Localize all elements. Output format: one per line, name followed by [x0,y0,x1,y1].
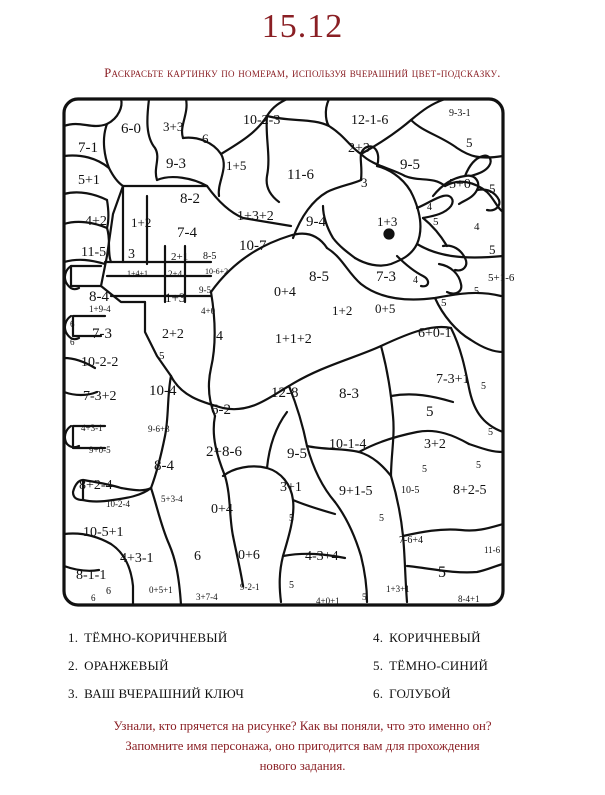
region-number-label: 2+1 [171,251,189,263]
region-number-label: 1+2 [131,215,152,230]
legend-label: ГОЛУБОЙ [389,686,451,701]
region-number-label: 10-6+2 [205,267,229,276]
legend-label: ТЁМНО-КОРИЧНЕВЫЙ [84,630,228,645]
region-number-label: 5 [489,242,496,257]
region-number-label: 3+3 [163,119,184,134]
legend-item-6 [373,686,451,702]
region-number-label: 9+1-5 [339,484,373,499]
region-number-label: 0+5 [375,301,396,316]
region-number-label: 5 [289,580,294,591]
region-number-label: 8-1-1 [76,568,107,583]
legend-item-4 [373,630,481,646]
region-number-label: 9-5 [199,285,211,295]
region-number-label: 1+3+1 [386,584,410,594]
region-number-label: 4 [413,275,418,286]
region-number-label: 10-2-4 [106,499,130,509]
region-number-label: 8-4+1 [458,594,480,604]
region-number-label: 4-3+4 [305,549,339,564]
region-number-label: 5 [476,460,481,471]
region-number-label: 2+4 [168,269,183,279]
region-number-label: 9-5 [400,157,420,173]
region-number-label: 10-1-4 [329,437,367,452]
legend-number: 3. [68,686,79,701]
region-number-label: 2+2 [162,327,184,342]
coloring-picture [61,96,515,608]
region-number-label: 4+2 [85,214,107,229]
region-number-label: 6 [194,549,201,564]
region-number-label: 5 [481,381,486,392]
region-number-label: 5 [379,513,384,524]
region-number-label: 6+0-1 [418,326,452,341]
region-number-label: 7-1 [78,140,98,156]
region-number-label: 6 [202,131,209,146]
footer-line-3: нового задания. [259,759,346,773]
region-number-label: 4+0 [201,306,216,316]
region-number-label: 5 [289,513,294,524]
legend-label: КОРИЧНЕВЫЙ [389,630,481,645]
region-number-label: 5 [489,181,496,196]
region-number-label: 7-4 [177,225,197,241]
region-number-label: 9-3 [166,156,186,172]
region-number-label: 2+8-6 [206,444,242,460]
region-number-label: 9-6+3 [148,424,170,434]
region-number-label: 0+6 [238,548,260,563]
region-number-label: 11-6 [484,545,501,555]
region-number-label: 0+4 [274,285,296,300]
region-number-label: 3 [361,175,368,190]
page-title: 15.12 [261,8,344,45]
region-number-label: 3 [128,247,135,262]
legend-item-1 [68,630,227,646]
region-number-label: 9+0-5 [89,445,111,455]
region-number-label: 4 [427,202,432,213]
region-number-label: 8-2 [180,191,200,207]
region-number-label: 8-4 [154,458,174,474]
region-number-label: 11-5 [81,245,107,260]
region-number-label: 5 [488,427,493,438]
legend-number: 4. [373,630,384,645]
region-number-label: 7-3 [376,269,396,285]
region-number-label: 6-2 [211,402,231,418]
region-number-label: 5 [362,592,367,602]
region-number-label: 1+3 [165,290,186,305]
region-number-label: 7-3+1 [436,372,470,387]
coloring-svg [61,96,515,608]
region-number-label: 1+1+2 [275,332,312,347]
region-number-label: 5 [466,135,473,150]
region-number-label: 4 [216,329,223,344]
region-number-label: 8-3 [339,386,359,402]
region-number-label: 10-7 [239,238,267,254]
region-number-label: 3+7-4 [196,592,218,602]
color-legend [0,628,605,708]
region-number-label: 8+2-5 [453,483,487,498]
region-number-label: 2+3 [348,141,370,156]
region-number-label: 1+3+2 [237,209,274,224]
region-number-label: 7-3 [92,326,112,342]
region-number-label: 4+0+1 [316,596,340,606]
region-number-label: 11-6 [287,167,314,183]
region-number-label: 5+1 [78,173,100,188]
region-number-label: 5 [441,297,447,309]
region-number-label: 6 [106,586,111,597]
legend-label: ОРАНЖЕВЫЙ [84,658,169,673]
legend-number: 2. [68,658,79,673]
region-number-label: 10-5+1 [83,525,124,540]
region-number-label: 7-3+2 [83,389,117,404]
legend-label: ВАШ ВЧЕРАШНИЙ КЛЮЧ [84,686,245,701]
region-number-label: 9-2-1 [240,582,260,592]
legend-item-5 [373,658,488,674]
region-number-label: 7-6+4 [399,535,423,546]
legend-item-3 [68,686,244,702]
region-number-label: 12-1-6 [351,113,389,128]
region-number-label: 8-5 [309,269,329,285]
region-number-label: 1+3 [377,214,398,229]
region-number-label: 1+2 [332,303,353,318]
footer-line-1: Узнали, кто прячется на рисунке? Как вы поняли, что это именно он? [113,719,492,733]
region-number-label: 4 [474,221,480,233]
region-number-label: 5 [422,464,427,475]
region-number-label: 8+2-4 [79,478,113,493]
region-number-label: 12-8 [271,385,299,401]
region-number-label: 5+1-6 [488,272,515,284]
region-number-label: 1+5 [226,158,247,173]
outline-lines [64,99,503,605]
region-number-label: 10-4 [149,383,177,399]
region-number-label: 1+9-4 [89,304,111,314]
region-number-label: 8-4 [89,289,109,305]
region-number-label: 5 [438,564,446,581]
region-number-label: 5 [159,350,165,362]
region-number-label: 4+3-1 [120,551,154,566]
instruction-text: Раскрасьте картинку по номерам, используя вчерашний цвет-подсказку. [104,66,501,80]
legend-label: ТЁМНО-СИНИЙ [389,658,489,673]
region-number-label: 10-2-3 [243,113,281,128]
legend-number: 1. [68,630,79,645]
region-number-label: 3+2 [424,437,446,452]
region-number-label: 5 [426,404,434,420]
region-number-label: 4+3-1 [81,423,103,433]
legend-item-2 [68,658,169,674]
region-number-label: 8-5 [203,251,217,262]
region-number-label: 6 [70,319,75,329]
legend-number: 5. [373,658,384,673]
region-number-label: 9-3-1 [449,108,471,119]
region-number-label: 5 [433,216,439,228]
region-number-label: 5 [474,286,479,297]
region-number-label: 0+4 [211,502,233,517]
region-number-label: 6-0 [121,121,141,137]
region-number-label: 9-4 [306,214,326,230]
region-number-label: 3+1 [280,480,302,495]
legend-number: 6. [373,686,384,701]
footer-line-2: Запомните имя персонажа, оно пригодится вам для прохождения [125,739,480,753]
region-number-label: 10-2-2 [81,355,119,370]
region-number-label: 9-5 [287,446,307,462]
region-number-label: 0+5+1 [149,585,173,595]
region-number-label: 6 [70,337,75,347]
region-number-label: 6 [91,593,96,603]
region-number-label: 10-5 [401,485,420,496]
number-labels [70,108,515,606]
region-number-label: 5+3-4 [161,494,183,504]
region-number-label: 5+0 [449,177,471,192]
region-number-label: 1+4+1 [127,269,149,278]
footer-question [40,716,565,776]
